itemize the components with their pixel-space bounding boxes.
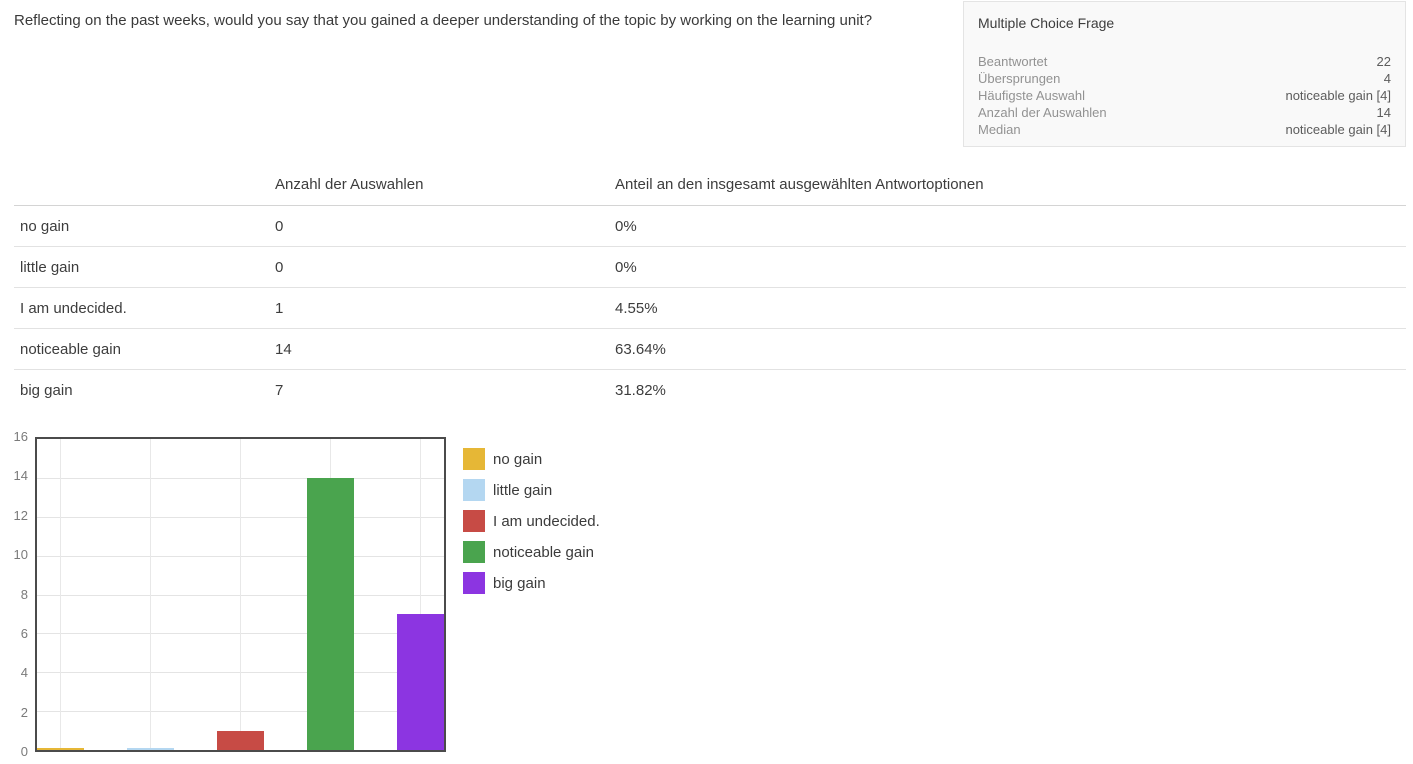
table-header-share: Anteil an den insgesamt ausgewählten Antwortoptionen (615, 176, 984, 193)
answer-count: 7 (275, 381, 284, 399)
stats-row-value: 4 (1383, 71, 1391, 86)
legend-item (463, 572, 600, 594)
legend-color-swatch (463, 479, 485, 501)
stats-row-value: 22 (1376, 54, 1391, 69)
bar-no-gain (37, 748, 84, 750)
gridline-vertical (60, 439, 61, 750)
answer-option-label: I am undecided. (20, 299, 127, 317)
gridline-vertical (240, 439, 241, 750)
table-row (14, 246, 1406, 287)
stats-row (978, 70, 1391, 87)
y-axis-tick-label: 12 (13, 508, 28, 523)
stats-row-value: noticeable gain [4] (1285, 122, 1391, 137)
bar-i-am-undecided (217, 731, 264, 750)
bar-big-gain (397, 614, 444, 750)
y-axis-tick-label: 0 (20, 744, 28, 759)
table-body (14, 205, 1406, 410)
stats-row-label: Median (978, 122, 1021, 137)
stats-row (978, 121, 1391, 138)
legend-item (463, 448, 600, 470)
answer-option-label: no gain (20, 217, 70, 235)
answer-share: 63.64% (615, 340, 666, 358)
legend-color-swatch (463, 541, 485, 563)
legend-label: noticeable gain (493, 543, 594, 561)
answer-count: 0 (275, 217, 284, 235)
legend-label: little gain (493, 481, 553, 499)
answer-share: 4.55% (615, 299, 658, 317)
stats-row-label: Häufigste Auswahl (978, 88, 1085, 103)
answer-option-label: big gain (20, 381, 73, 399)
table-row (14, 328, 1406, 369)
y-axis-tick-label: 6 (20, 626, 28, 641)
legend-color-swatch (463, 572, 485, 594)
stats-row (978, 104, 1391, 121)
legend-item (463, 541, 600, 563)
gridline-vertical (150, 439, 151, 750)
table-row (14, 369, 1406, 410)
y-axis-tick-label: 8 (20, 587, 28, 602)
stats-row (978, 87, 1391, 104)
legend-label: no gain (493, 450, 543, 468)
y-axis-tick-label: 14 (13, 468, 28, 483)
legend-item (463, 510, 600, 532)
question-text: Reflecting on the past weeks, would you say that you gained a deeper understanding of the topic by working on the learning unit? (14, 12, 873, 29)
stats-row (978, 53, 1391, 70)
bar-little-gain (127, 748, 174, 750)
legend-color-swatch (463, 510, 485, 532)
table-header-row (14, 170, 1406, 205)
stats-rows (978, 53, 1391, 138)
answer-share: 0% (615, 258, 637, 276)
table-row (14, 205, 1406, 246)
table-header-empty (14, 174, 275, 193)
answer-option-label: little gain (20, 258, 80, 276)
stats-row-label: Anzahl der Auswahlen (978, 105, 1107, 120)
answer-count: 0 (275, 258, 284, 276)
legend-item (463, 479, 600, 501)
answer-option-label: noticeable gain (20, 340, 121, 358)
bar-chart-plot-area (35, 437, 446, 752)
answer-count: 1 (275, 299, 284, 317)
y-axis-tick-label: 4 (20, 665, 28, 680)
answer-share: 0% (615, 217, 637, 235)
answer-share: 31.82% (615, 381, 666, 399)
table-row (14, 287, 1406, 328)
y-axis-tick-label: 16 (13, 429, 28, 444)
table-header-count: Anzahl der Auswahlen (275, 176, 424, 193)
stats-panel-title: Multiple Choice Frage (978, 15, 1115, 31)
bar-noticeable-gain (307, 478, 354, 750)
stats-row-label: Beantwortet (978, 54, 1048, 69)
answers-table (14, 170, 1406, 410)
legend-color-swatch (463, 448, 485, 470)
stats-panel (963, 1, 1406, 147)
y-axis-tick-label: 10 (13, 547, 28, 562)
legend-label: I am undecided. (493, 512, 600, 530)
stats-row-label: Übersprungen (978, 71, 1061, 86)
chart-legend (463, 448, 600, 603)
stats-row-value: noticeable gain [4] (1285, 88, 1391, 103)
answer-count: 14 (275, 340, 292, 358)
y-axis-tick-label: 2 (20, 705, 28, 720)
legend-label: big gain (493, 574, 546, 592)
stats-row-value: 14 (1376, 105, 1391, 120)
